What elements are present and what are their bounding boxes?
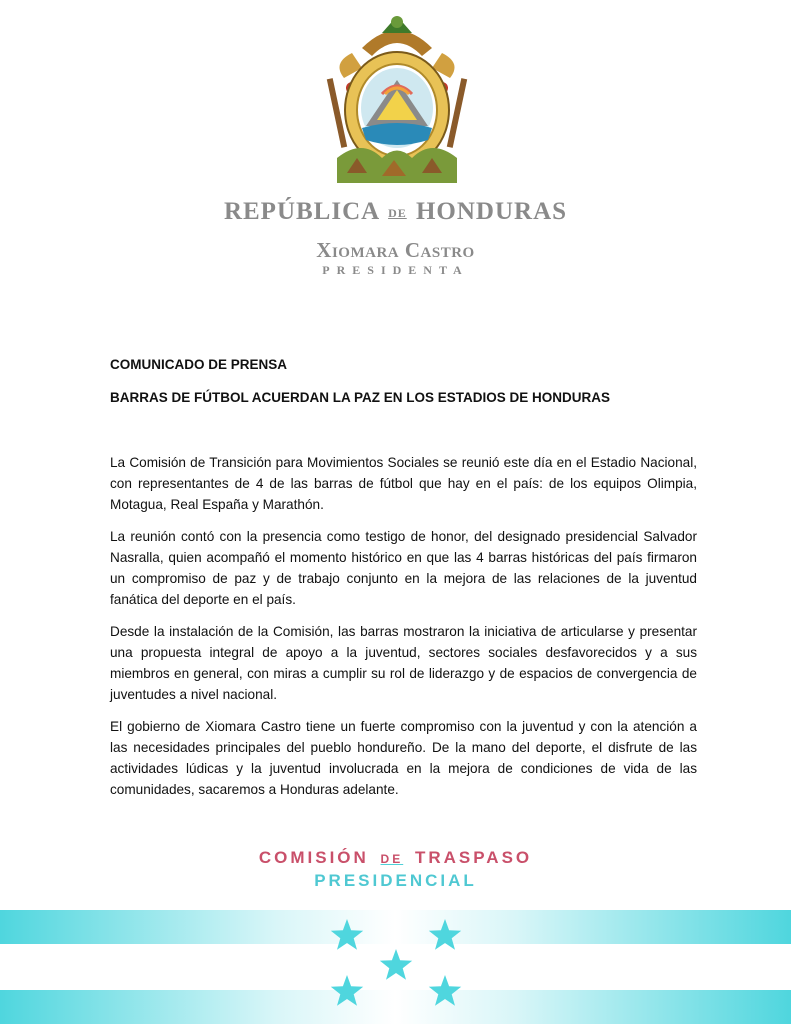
footer-commission-title [0,848,791,868]
footer-line1-part2: TRASPASO [414,848,533,867]
body-paragraph: La Comisión de Transición para Movimientos Sociales se reunió este día en el Estadio Nacional, con representantes de 4 de las barras de fútbol que hay en el país: de los equipos Olimpia, Motagua, Real España y Marathón. [110,455,697,512]
president-name: Xiomara Castro [316,238,475,262]
document-type: COMUNICADO DE PRENSA [110,357,288,372]
document-headline: BARRAS DE FÚTBOL ACUERDAN LA PAZ EN LOS ESTADIOS DE HONDURAS [110,390,611,405]
body-paragraph: Desde la instalación de la Comisión, las barras mostraron la iniciativa de articularse y presentar una propuesta integral de apoyo a la juventud, sectores sociales desfavorecidos y a sus miembros en general, con miras a cumplir su rol de liderazgo y de espacios de convergencia de juventudes a nivel nacional. [110,624,697,702]
footer-commission-subtitle: PRESIDENCIAL [314,871,477,890]
footer-line1-de: DE [380,852,404,866]
footer-line1-part1: COMISIÓN [258,848,369,867]
body-paragraph: La reunión contó con la presencia como testigo de honor, del designado presidencial Salvador Nasralla, quien acompañó el momento histórico en que las 4 barras históricas del país firmaron un compromiso de paz y de trabajo conjunto en la mejora de las relaciones de la juventud fanática del deporte en el país. [110,529,697,607]
honduras-flag-band [0,910,791,1024]
coat-of-arms-seal [322,8,472,200]
president-role: PRESIDENTA [322,263,469,277]
republic-title-part2: HONDURAS [415,198,568,225]
republic-title-de: DE [388,205,407,220]
republic-title [0,198,791,226]
republic-title-part1: REPÚBLICA [223,198,379,225]
body-paragraph: El gobierno de Xiomara Castro tiene un fuerte compromiso con la juventud y con la atención a las necesidades principales del pueblo hondureño. De la mano del deporte, el disfrute de las actividades lúdicas y la juventud involucrada en la mejora de condiciones de vida de las comunidades, sacaremos a Honduras adelante. [110,719,697,797]
document-body [110,452,697,811]
